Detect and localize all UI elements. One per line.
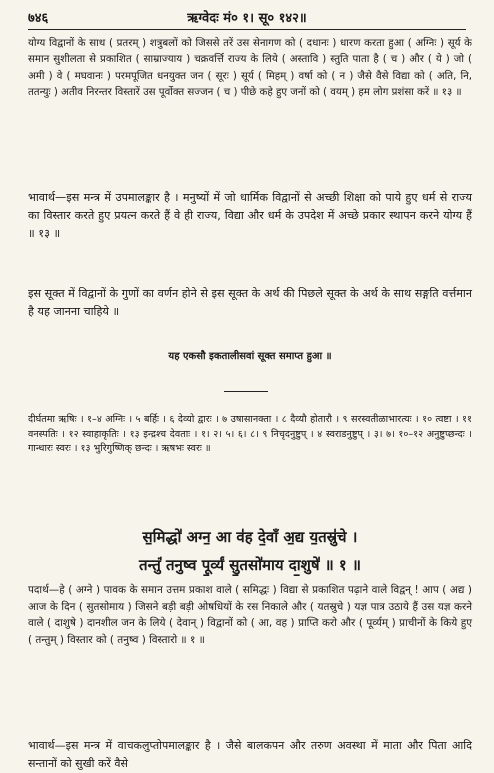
running-title: ऋग्वेदः मं० १। सू० १४२॥ <box>187 11 307 26</box>
header-rule <box>28 29 466 30</box>
sukta-closing-line: यह एकसौ इकतालीसवां सूक्त समाप्त हुआ ॥ <box>168 351 332 362</box>
padartha-paragraph-13: योग्य विद्वानों के साथ ( प्रतरम् ) शत्रुबलों को जिससे तरें उस सेनागण को ( दधानः ) धारण करता हुआ ( अग्निः ) सूर्य के समान सुशीलता से प्रकाशित ( साम्राज्याय ) चक्रवर्त्ति राज्य के लिये ( अस्तावि ) स्तुति पाता है ( च ) और ( ये ) जो ( अमी ) वे ( मघवानः ) परमपूजित धनयुक्त जन ( सूरः ) सूर्य ( मिहम् ) वर्षा को ( न ) जैसे वैसे विद्या को ( अति, नि, ततन्युः ) अतीव निरन्तर विस्तारें उस पूर्वोक्त सज्जन ( च ) पीछे कहे हुए जनों को ( वयम् ) हम लोग प्रशंसा करें ॥ १३ ॥ <box>28 38 472 99</box>
page-number: ७४६ <box>28 11 49 26</box>
bhavartha-paragraph-1: भावार्थ—इस मन्त्र में वाचकलुप्तोपमालङ्कार है । जैसे बालकपन और तरुण अवस्था में माता और पिता आदि सन्तानों को सुखी करें वैसे <box>28 739 472 770</box>
padartha-paragraph-1: पदार्थ—हे ( अग्ने ) पावक के समान उत्तम प्रकाश वाले ( समिद्धः ) विद्या से प्रकाशित पढ़ाने वाले विद्वन् ! आप ( अद्य ) आज के दिन ( सुतसोमाय ) जिसने बड़ी बड़ी ओषधियों के रस निकाले और ( यतस्रुचे ) यज्ञ पात्र उठाये हैं उस यज्ञ करने वाले ( दाशुषे ) दानशील जन के लिये ( देवान् ) विद्वानों को ( आ, वह ) प्राप्ति करो और ( पूर्व्यम् ) प्राचीनों के किये हुए ( तन्तुम् ) विस्तार को ( तनुष्व ) विस्तारो ॥ १ ॥ <box>28 584 472 646</box>
mantra-line-1: स॒मिद्धो॑ अग्न॒ आ व॑ह दे॒वाँ अ॒द्य य॒तस्रु॑चे । <box>142 528 358 546</box>
mantra-line-2: तन्तुं॑ तनुष्व पू॒र्व्यं सु॒तसो॑माय दा॒शुषे॑ ॥ १ ॥ <box>139 556 361 574</box>
sukta-summary-paragraph: इस सूक्त में विद्वानों के गुणों का वर्णन होने से इस सूक्त के अर्थ की पिछले सूक्त के अर्थ के साथ सङ्गति वर्त्तमान है यह जानना चाहिये ॥ <box>28 287 472 318</box>
section-divider <box>224 391 268 392</box>
bhavartha-paragraph-13: भावार्थ—इस मन्त्र में उपमालङ्कार है । मनुष्यों में जो धार्मिक विद्वानों से अच्छी शिक्षा को पाये हुए धर्म से राज्य का विस्तार करते हुए प्रयत्न करते हैं वे ही राज्य, विद्या और धर्म के उपदेश में अच्छे प्रकार स्थापन करने योग्य हैं ॥ १३ ॥ <box>28 191 472 240</box>
running-header <box>28 6 466 28</box>
sukta-meta-info: दीर्घतमा ऋषिः । १–४ अग्निः । ५ बर्हिः । ६ देव्यो द्वारः । ७ उषासानक्ता । ८ दैव्यौ होतारौ । ९ सरस्वतीळाभारत्यः । १० त्वष्टा । ११ वनस्पतिः । १२ स्वाहाकृतिः । १३ इन्द्रश्च देवताः । १। २। ५। ६। ८। ९ निचृदनुष्टुप् । ४ स्वराडनुष्टुप् । ३। ७। १०–१२ अनुष्टुप्छन्दः । गान्धारः स्वरः । १३ भुरिगुष्णिक् छन्दः । ऋषभः स्वरः ॥ <box>28 414 472 455</box>
